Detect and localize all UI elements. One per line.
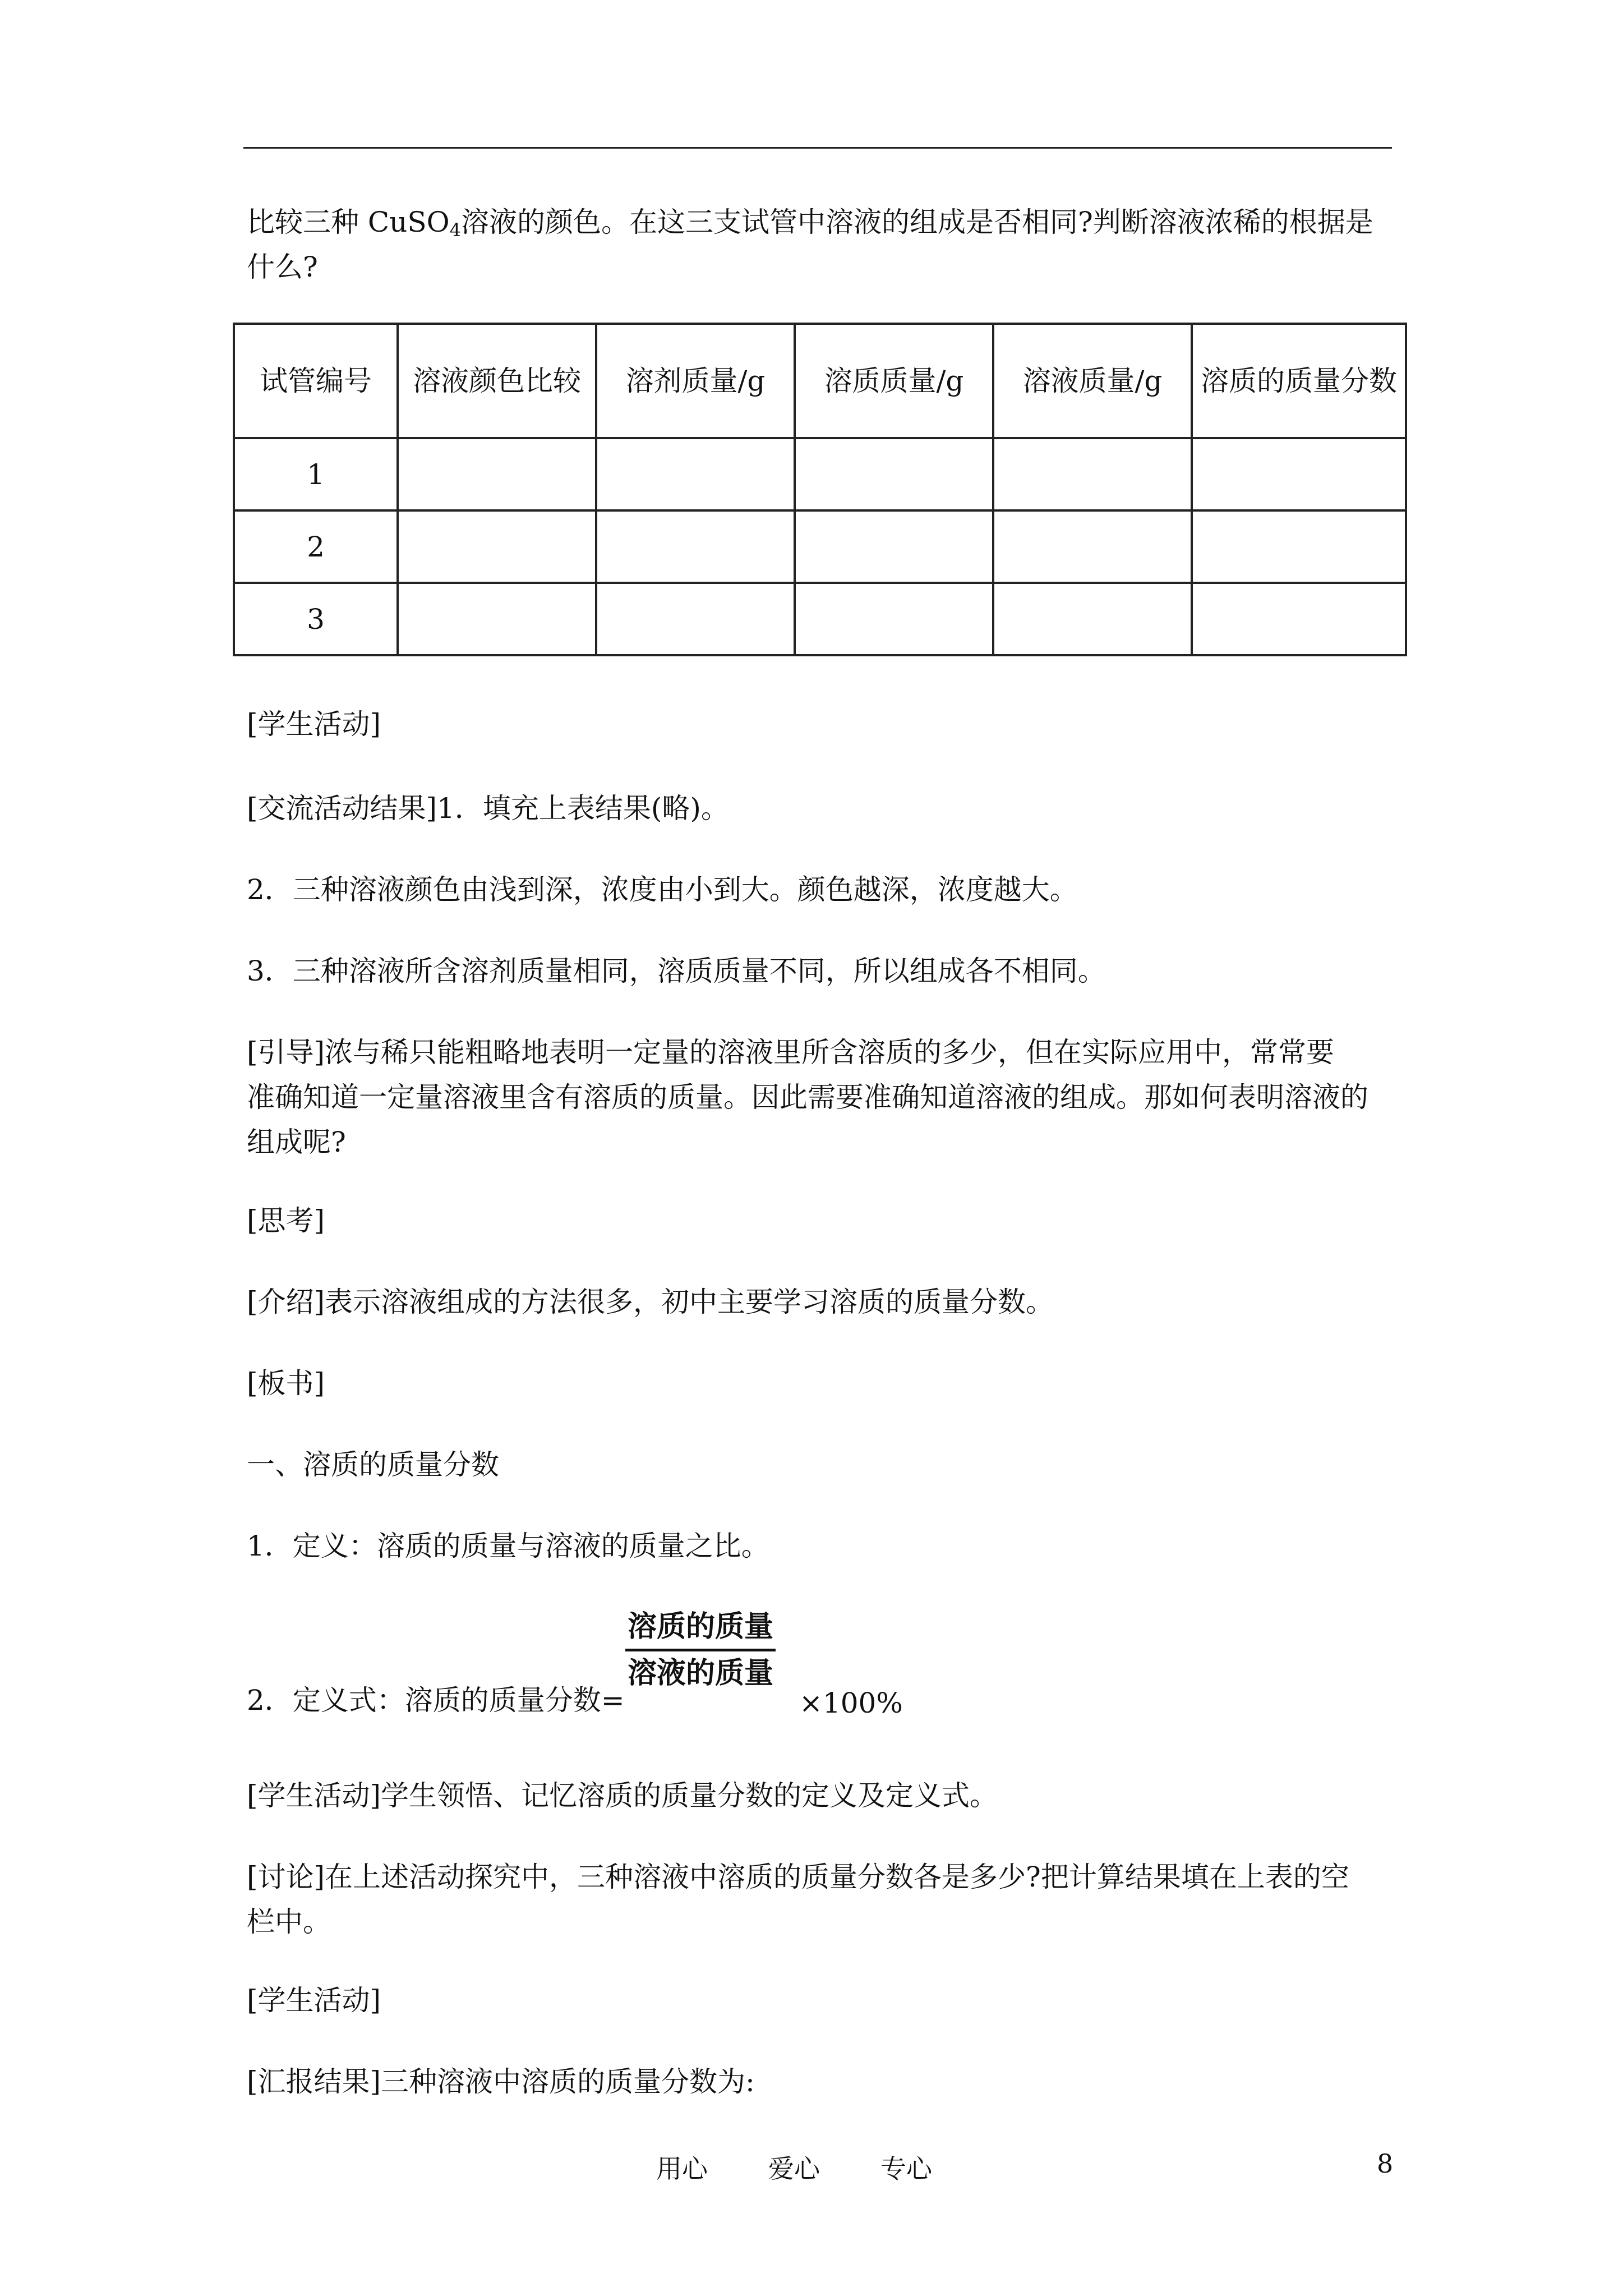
footer-motto-2: 爱心 <box>768 2154 820 2184</box>
table-cell <box>596 510 795 583</box>
intro-text: 比较三种 CuSO <box>247 206 450 238</box>
footer-motto-3: 专心 <box>880 2154 932 2184</box>
table-cell <box>596 438 795 510</box>
header-rule <box>243 147 1392 149</box>
data-table <box>233 323 1407 656</box>
table-row <box>234 510 1406 583</box>
table-cell: 1 <box>234 438 398 510</box>
table-cell <box>1192 438 1406 510</box>
subscript: 4 <box>449 219 461 241</box>
table-cell <box>398 583 596 655</box>
table-cell: 2 <box>234 510 398 583</box>
formula-label: 2．定义式：溶质的质量分数= <box>247 1684 625 1717</box>
paragraph: [汇报结果]三种溶液中溶质的质量分数为: <box>247 2065 755 2098</box>
footer-motto-1: 用心 <box>656 2154 708 2184</box>
table-header-cell: 溶液质量/g <box>993 324 1192 438</box>
intro-line-1 <box>247 196 1396 248</box>
paragraph: 2．三种溶液颜色由浅到深，浓度由小到大。颜色越深，浓度越大。 <box>247 873 1078 906</box>
paragraph: [思考] <box>247 1204 325 1237</box>
table-cell <box>795 583 993 655</box>
paragraph: [学生活动] <box>247 708 381 740</box>
table-cell <box>596 583 795 655</box>
paragraph: 栏中。 <box>247 1906 331 1938</box>
table-header-row <box>234 324 1406 438</box>
table-cell <box>993 583 1192 655</box>
paragraph: [板书] <box>247 1367 325 1400</box>
table-cell <box>993 438 1192 510</box>
table-cell: 3 <box>234 583 398 655</box>
formula-tail: ×100% <box>799 1687 903 1719</box>
paragraph: [引导]浓与稀只能粗略地表明一定量的溶液里所含溶质的多少，但在实际应用中，常常要 <box>247 1036 1335 1069</box>
table-cell <box>1192 510 1406 583</box>
table-cell <box>398 438 596 510</box>
table-cell <box>795 510 993 583</box>
table-row <box>234 583 1406 655</box>
table-cell <box>993 510 1192 583</box>
paragraph: 3．三种溶液所含溶剂质量相同，溶质质量不同，所以组成各不相同。 <box>247 955 1106 987</box>
table-cell <box>795 438 993 510</box>
table-header-cell: 试管编号 <box>234 324 398 438</box>
page-number: 8 <box>1377 2148 1394 2179</box>
table-header-cell: 溶剂质量/g <box>596 324 795 438</box>
paragraph: [讨论]在上述活动探究中，三种溶液中溶质的质量分数各是多少?把计算结果填在上表的空 <box>247 1861 1349 1893</box>
intro-text-cont: 溶液的颜色。在这三支试管中溶液的组成是否相同?判断溶液浓稀的根据是 <box>460 206 1373 238</box>
paragraph: 准确知道一定量溶液里含有溶质的质量。因此需要准确知道溶液的组成。那如何表明溶液的 <box>247 1081 1368 1114</box>
paragraph: [学生活动]学生领悟、记忆溶质的质量分数的定义及定义式。 <box>247 1779 998 1812</box>
table-header-cell: 溶质质量/g <box>795 324 993 438</box>
table-cell <box>398 510 596 583</box>
intro-line-2: 什么? <box>247 251 318 283</box>
table-header-cell: 溶质的质量分数 <box>1192 324 1406 438</box>
fraction-numerator: 溶质的质量 <box>628 1610 774 1644</box>
paragraph: [交流活动结果]1．填充上表结果(略)。 <box>247 792 729 825</box>
paragraph: 1．定义：溶质的质量与溶液的质量之比。 <box>247 1530 769 1562</box>
fraction-denominator: 溶液的质量 <box>628 1657 774 1690</box>
formula-fraction <box>625 1607 776 1693</box>
fraction-bar <box>625 1649 776 1651</box>
paragraph: [介绍]表示溶液组成的方法很多，初中主要学习溶质的质量分数。 <box>247 1286 1054 1318</box>
paragraph: 组成呢? <box>247 1126 346 1158</box>
table-header-cell: 溶液颜色比较 <box>398 324 596 438</box>
section-heading: 一、溶质的质量分数 <box>247 1448 499 1481</box>
paragraph: [学生活动] <box>247 1984 381 2017</box>
table-row <box>234 438 1406 510</box>
table-cell <box>1192 583 1406 655</box>
